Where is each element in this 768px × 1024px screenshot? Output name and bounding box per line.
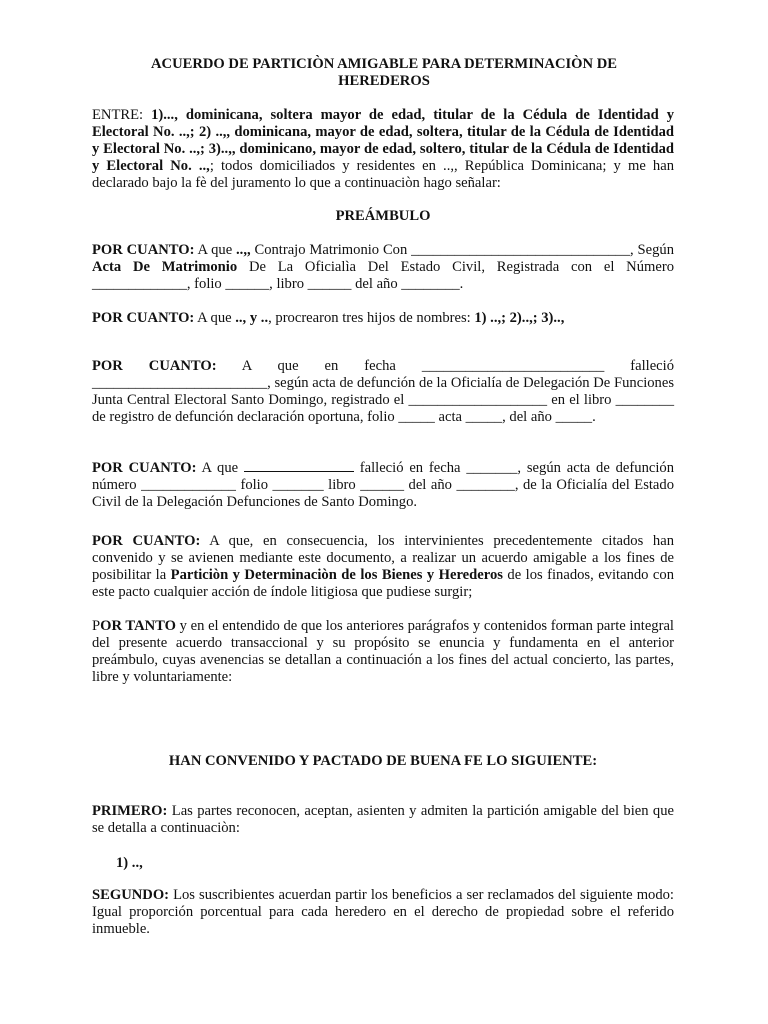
por-cuanto-3 xyxy=(92,358,674,426)
primero-label: PRIMERO: xyxy=(92,803,168,819)
por-cuanto-1-bold-a: ..,, xyxy=(236,242,251,258)
por-tanto-label: OR TANTO xyxy=(100,618,176,634)
por-cuanto-1-label: POR CUANTO: xyxy=(92,242,195,258)
por-cuanto-1-text-b: Contrajo Matrimonio Con ______________________________, Según xyxy=(250,242,674,258)
por-cuanto-2-label: POR CUANTO: xyxy=(92,310,195,326)
por-cuanto-5-label: POR CUANTO: xyxy=(92,533,201,549)
entre-label: ENTRE: xyxy=(92,107,152,123)
segundo-paragraph xyxy=(92,887,674,938)
por-tanto-paragraph xyxy=(92,618,674,686)
convenido-heading: HAN CONVENIDO Y PACTADO DE BUENA FE LO SIGUIENTE: xyxy=(168,753,598,769)
preambulo-heading: PREÁMBULO xyxy=(335,208,431,224)
entre-paragraph xyxy=(92,107,674,192)
por-cuanto-1 xyxy=(92,242,674,293)
por-cuanto-4-text-b: falleció en fecha _______, según acta de defunción número _____________ folio _______ libro ______ del año ________, de la Oficialía del Estado Civil de la Delegación Defunciones de Santo Domingo. xyxy=(92,460,674,510)
segundo-text: Los suscribientes acuerdan partir los beneficios a ser reclamados del siguiente modo: Igual proporción porcentual para cada heredero en el derecho de propiedad sobre el referido inmueble. xyxy=(92,887,674,937)
entre-parties: 1)..., dominicana, soltera mayor de edad, titular de la Cédula de Identidad y Electoral No. ..,; 2) ..,, dominicana, mayor de edad, soltera, titular de la Cédula de Identidad y Electoral No. ..,; 3)..,, dominicano, mayor de edad, soltero, titular de la Cédula de Identidad y Electoral No. .., xyxy=(92,107,674,174)
primero-text: Las partes reconocen, aceptan, asienten y admiten la partición amigable del bien que se detalla a continuaciòn: xyxy=(92,803,674,836)
entre-rest: ; todos domiciliados y residentes en ..,, República Dominicana; y me han declarado bajo la fè del juramento lo que a continuaciòn hago señalar: xyxy=(92,158,674,191)
list-item-1: 1) .., xyxy=(116,855,143,871)
por-cuanto-1-bold-b: Acta De Matrimonio xyxy=(92,259,238,275)
por-cuanto-2-text-b: , procrearon tres hijos de nombres: xyxy=(268,310,475,326)
por-cuanto-5-bold: Particiòn y Determinaciòn de los Bienes y Herederos xyxy=(170,567,503,583)
por-cuanto-2 xyxy=(92,310,674,327)
por-cuanto-1-text-c: De La Oficialìa Del Estado Civil, Registrada con el Número _____________, folio ______, libro ______ del año ________. xyxy=(92,259,674,292)
por-cuanto-4-text-a: A que xyxy=(196,460,244,476)
por-cuanto-2-text-a: A que xyxy=(194,310,236,326)
document-title xyxy=(110,56,658,90)
por-cuanto-1-text-a: A que xyxy=(194,242,237,258)
por-cuanto-2-bold-b: 1) ..,; 2)..,; 3).., xyxy=(474,310,565,326)
por-cuanto-5-text-b: de los finados, evitando con este pacto cualquier acción de índole litigiosa que pudiese surgir; xyxy=(92,567,675,600)
por-tanto-text: y en el entendido de que los anteriores parágrafos y contenidos forman parte integral del presente acuerdo transaccional y su propósito se enuncia y fundamenta en el anterior preámbulo, cuyas avenencias se detallan a continuación a los fines del actual concierto, las partes, libre y voluntariamente: xyxy=(92,618,674,685)
primero-paragraph xyxy=(92,803,674,837)
por-cuanto-3-text: A que en fecha _________________________ falleció ________________________, según acta de defunción de la Oficialía de Delegación De Funciones Junta Central Electoral Santo Domingo, registrado el ___________________ en el libro ________ de registro de defunción declaración oportuna, folio _____ acta _____, del año _____. xyxy=(92,358,674,425)
segundo-label: SEGUNDO: xyxy=(92,887,170,903)
por-cuanto-2-bold-a: .., y .. xyxy=(235,310,269,326)
por-cuanto-5 xyxy=(92,533,674,601)
por-tanto-initial: P xyxy=(92,618,101,634)
name-blank xyxy=(244,459,354,472)
por-cuanto-4-label: POR CUANTO: xyxy=(92,460,197,476)
por-cuanto-4 xyxy=(92,459,674,511)
title-line-1: ACUERDO DE PARTICIÒN AMIGABLE PARA DETERMINACIÒN DE xyxy=(151,56,617,72)
title-line-2: HEREDEROS xyxy=(338,73,430,89)
por-cuanto-3-label: POR CUANTO: xyxy=(92,358,217,374)
por-cuanto-5-text-a: A que, en consecuencia, los intervinientes precedentemente citados han convenido y se avienen mediante este documento, a realizar un acuerdo amigable a los fines de posibilitar la xyxy=(92,533,674,583)
